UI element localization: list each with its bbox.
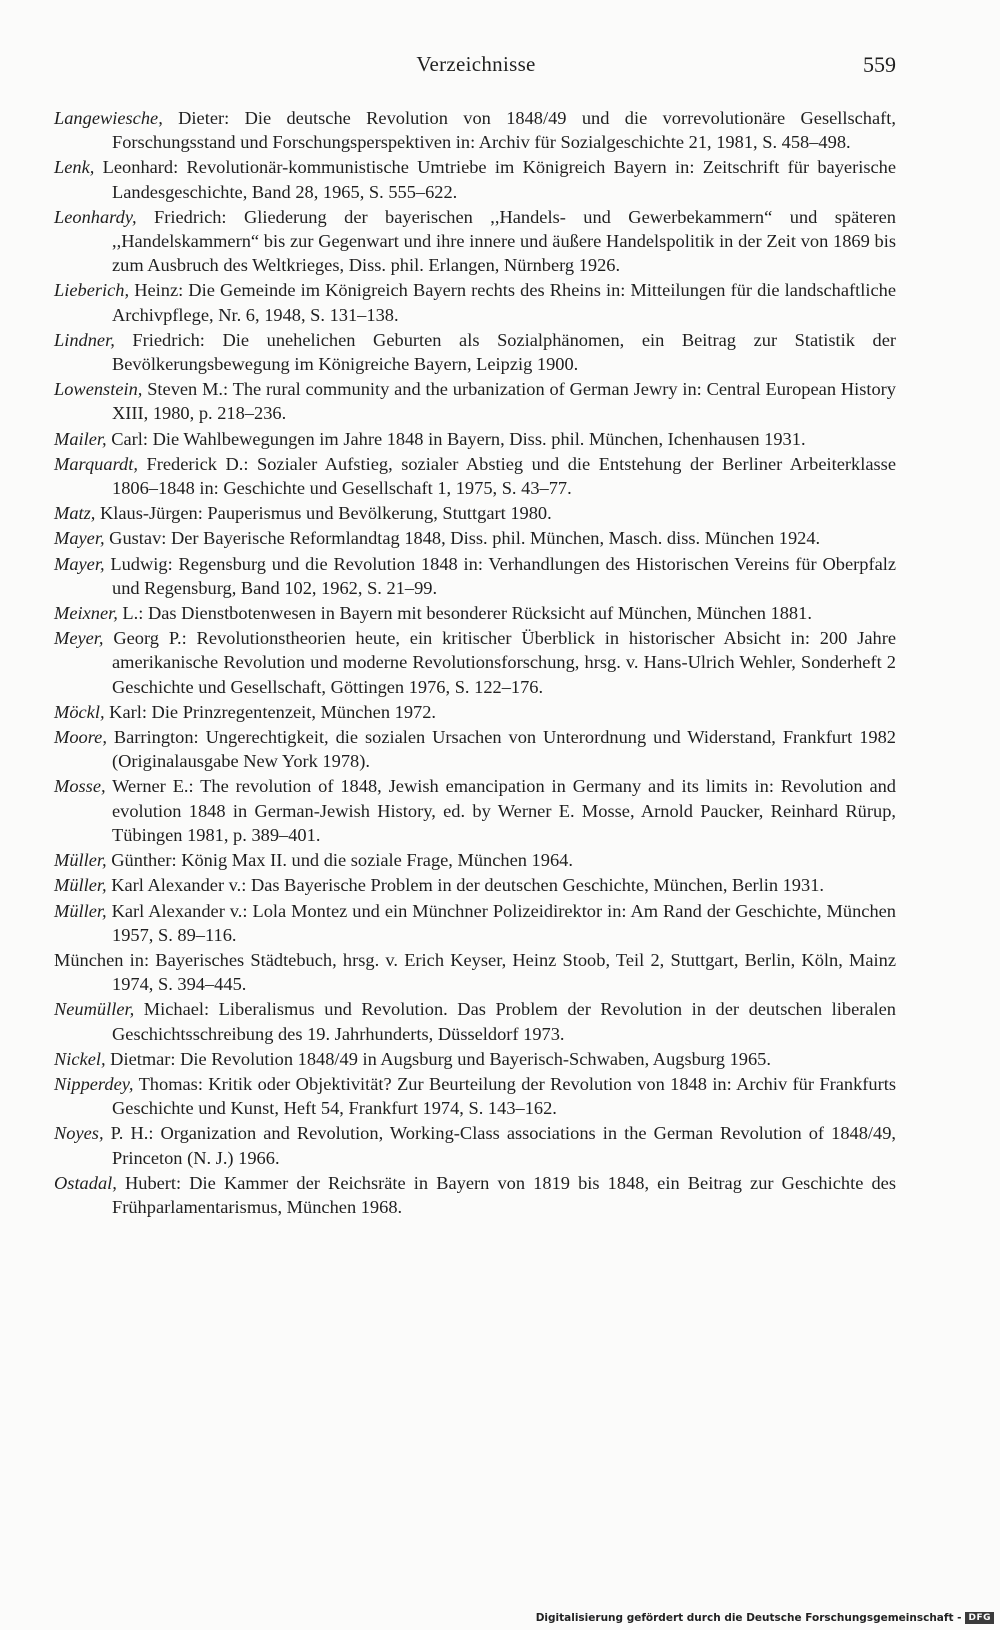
- entry-author: Lowenstein,: [54, 379, 143, 400]
- entry-author: Mailer,: [54, 428, 107, 449]
- entry-text: Friedrich: Die unehelichen Geburten als Sozialphänomen, ein Beitrag zur Statistik der Bevölkerungsbewegung im Königreiche Bayern, Leipzig 1900.: [112, 329, 896, 375]
- entry-text: Karl: Die Prinzregentenzeit, München 1972.: [104, 701, 436, 722]
- entry-text: Dieter: Die deutsche Revolution von 1848/49 und die vorrevolutionäre Gesellschaft, Forschungsstand und Forschungsperspektiven in: Archiv für Sozialgeschichte 21, 1981, S. 458–498.: [112, 108, 896, 153]
- bibliography-entry: [54, 1121, 896, 1169]
- entry-author: Mayer,: [54, 528, 105, 549]
- bibliography-entry: [54, 948, 896, 996]
- bibliography-entry: [54, 1072, 896, 1120]
- running-header: [56, 52, 896, 82]
- bibliography-entry: [54, 452, 896, 500]
- entry-author: Nickel,: [54, 1048, 106, 1069]
- entry-author: Matz,: [54, 503, 96, 524]
- entry-text: Werner E.: The revolution of 1848, Jewish emancipation in Germany and its limits in: Revolution and evolution 1848 in German-Jewish History, ed. by Werner E. Mosse, Arnold Paucker, Reinhard Rürup, Tübingen 1981, p. 389–401.: [105, 776, 896, 845]
- entry-author: Müller,: [54, 900, 107, 921]
- entry-text: Michael: Liberalismus und Revolution. Das Problem der Revolution in der deutschen liberalen Geschichtsschreibung des 19. Jahrhunderts, Düsseldorf 1973.: [112, 999, 896, 1044]
- entry-text: Ludwig: Regensburg und die Revolution 1848 in: Verhandlungen des Historischen Vereins für Oberpfalz und Regensburg, Band 102, 1962, S. 21–99.: [104, 553, 896, 598]
- entry-text: L.: Das Dienstbotenwesen in Bayern mit besonderer Rücksicht auf München, München 1881.: [117, 603, 812, 624]
- entry-author: Müller,: [54, 875, 107, 896]
- bibliography-list: [54, 106, 896, 1220]
- entry-text: München in: Bayerisches Städtebuch, hrsg. v. Erich Keyser, Heinz Stoob, Teil 2, Stuttgart, Berlin, Köln, Mainz 1974, S. 394–445.: [54, 949, 896, 995]
- digitization-credit: [536, 1612, 994, 1624]
- entry-text: Carl: Die Wahlbewegungen im Jahre 1848 in Bayern, Diss. phil. München, Ichenhausen 1931.: [106, 428, 806, 449]
- bibliography-entry: [54, 626, 896, 699]
- entry-author: Ostadal,: [54, 1172, 117, 1193]
- entry-author: Noyes,: [54, 1123, 104, 1144]
- credit-text: Digitalisierung gefördert durch die Deutsche Forschungsgemeinschaft -: [535, 1612, 962, 1624]
- entry-author: Müller,: [54, 850, 107, 871]
- bibliography-entry: [54, 552, 896, 600]
- entry-author: Meyer,: [54, 628, 104, 649]
- entry-text: Günther: König Max II. und die soziale Frage, München 1964.: [106, 850, 573, 871]
- entry-text: Friedrich: Gliederung der bayerischen ,,Handels- und Gewerbekammern“ und späteren ,,Handelskammern“ bis zur Gegenwart und ihre innere und äußere Handelspolitik in der Zeit von 1869 bis zum Ausbruch des Weltkrieges, Diss. phil. Erlangen, Nürnberg 1926.: [112, 206, 896, 276]
- entry-text: Hubert: Die Kammer der Reichsräte in Bayern von 1819 bis 1848, ein Beitrag zur Geschichte des Frühparlamentarismus, München 1968.: [112, 1172, 896, 1217]
- bibliography-entry: [54, 997, 896, 1045]
- bibliography-entry: [54, 278, 896, 326]
- bibliography-entry: [54, 526, 896, 550]
- entry-author: Möckl,: [54, 701, 105, 722]
- entry-text: Gustav: Der Bayerische Reformlandtag 1848, Diss. phil. München, Masch. diss. München 1924.: [104, 528, 821, 549]
- entry-author: Meixner,: [54, 603, 118, 624]
- bibliography-entry: [54, 106, 896, 154]
- bibliography-entry: [54, 377, 896, 425]
- entry-text: Leonhard: Revolutionär-kommunistische Umtriebe im Königreich Bayern in: Zeitschrift für bayerische Landesgeschichte, Band 28, 1965, S. 555–622.: [94, 157, 896, 202]
- entry-text: Karl Alexander v.: Das Bayerische Problem in der deutschen Geschichte, München, Berlin 1931.: [106, 875, 824, 896]
- bibliography-entry: [54, 601, 896, 625]
- entry-text: Heinz: Die Gemeinde im Königreich Bayern rechts des Rheins in: Mitteilungen für die landschaftliche Archivpflege, Nr. 6, 1948, S. 131–138.: [112, 280, 896, 325]
- bibliography-entry: [54, 427, 896, 451]
- entry-text: Klaus-Jürgen: Pauperismus und Bevölkerung, Stuttgart 1980.: [95, 503, 552, 524]
- bibliography-entry: [54, 725, 896, 773]
- entry-author: Mayer,: [54, 553, 105, 574]
- entry-author: Langewiesche,: [54, 108, 163, 128]
- entry-text: Thomas: Kritik oder Objektivität? Zur Beurteilung der Revolution von 1848 in: Archiv für Frankfurts Geschichte und Kunst, Heft 54, Frankfurt 1974, S. 143–162.: [112, 1073, 896, 1119]
- bibliography-entry: [54, 700, 896, 724]
- entry-text: Barrington: Ungerechtigkeit, die sozialen Ursachen von Unterordnung und Widerstand, Frankfurt 1982 (Originalausgabe New York 1978).: [106, 727, 896, 772]
- entry-author: Lindner,: [54, 329, 115, 350]
- entry-text: Frederick D.: Sozialer Aufstieg, sozialer Abstieg und die Entstehung der Berliner Arbeiterklasse 1806–1848 in: Geschichte und Gesellschaft 1, 1975, S. 43–77.: [112, 453, 896, 499]
- bibliography-entry: [54, 774, 896, 847]
- dfg-logo: DFG: [965, 1612, 994, 1624]
- bibliography-entry: [54, 899, 896, 947]
- entry-author: Leonhardy,: [54, 206, 137, 227]
- bibliography-entry: [54, 848, 896, 872]
- entry-author: Marquardt,: [54, 453, 138, 474]
- entry-author: Lieberich,: [54, 280, 130, 301]
- entry-text: Karl Alexander v.: Lola Montez und ein Münchner Polizeidirektor in: Am Rand der Geschichte, München 1957, S. 89–116.: [106, 900, 896, 945]
- entry-author: Moore,: [54, 727, 107, 748]
- bibliography-entry: [54, 205, 896, 278]
- entry-text: Georg P.: Revolutionstheorien heute, ein kritischer Überblick in historischer Absicht in: 200 Jahre amerikanische Revolution und moderne Revolutionsforschung, hrsg. v. Hans-Ulrich Wehler, Sonderheft 2 Geschichte und Gesellschaft, Göttingen 1976, S. 122–176.: [103, 628, 896, 697]
- page-number: 559: [863, 52, 896, 77]
- entry-author: Neumüller,: [54, 999, 135, 1020]
- entry-text: Steven M.: The rural community and the urbanization of German Jewry in: Central European History XIII, 1980, p. 218–236.: [112, 379, 896, 424]
- entry-author: Nipperdey,: [54, 1073, 134, 1094]
- bibliography-entry: [54, 328, 896, 376]
- entry-author: Lenk,: [54, 157, 95, 178]
- entry-author: Mosse,: [54, 776, 106, 797]
- bibliography-entry: [54, 1171, 896, 1219]
- entry-text: P. H.: Organization and Revolution, Working-Class associations in the German Revolution of 1848/49, Princeton (N. J.) 1966.: [103, 1123, 896, 1168]
- entry-text: Dietmar: Die Revolution 1848/49 in Augsburg und Bayerisch-Schwaben, Augsburg 1965.: [105, 1048, 771, 1069]
- bibliography-entry: [54, 501, 896, 525]
- bibliography-entry: [54, 155, 896, 203]
- bibliography-entry: [54, 873, 896, 897]
- bibliography-entry: [54, 1047, 896, 1071]
- running-title: Verzeichnisse: [416, 52, 536, 76]
